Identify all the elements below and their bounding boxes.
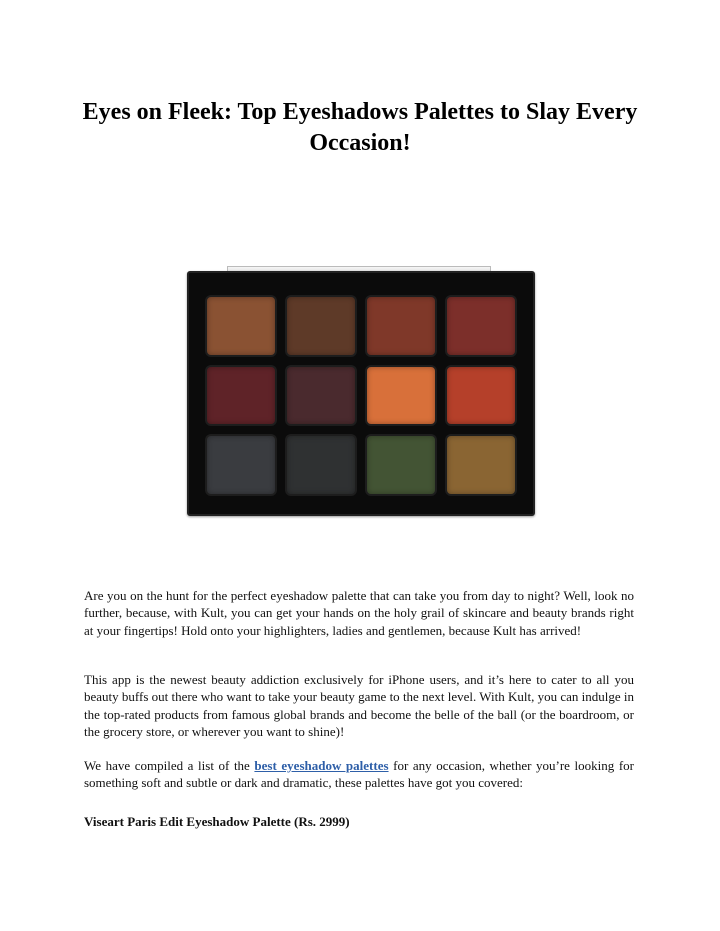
eyeshadow-pan bbox=[205, 295, 277, 357]
app-description-paragraph bbox=[84, 671, 634, 740]
paragraph-text-after-link: for any occasion, whether you’re looking for something soft and subtle or dark and dramatic, these palettes have got you covered: bbox=[84, 758, 635, 791]
paragraph-text: This app is the newest beauty addiction exclusively for iPhone users, and it’s here to cater to all you beauty buffs out there who want to take your beauty game to the next level. With Kult, you can indulge in the top-rated products from famous global brands and become the belle of the ball (or the boardroom, or the grocery store, or wherever you want to shine)! bbox=[84, 672, 634, 739]
eyeshadow-pan bbox=[285, 295, 357, 357]
product-heading: Viseart Paris Edit Eyeshadow Palette (Rs. 2999) bbox=[84, 814, 350, 829]
article-title: Eyes on Fleek: Top Eyeshadows Palettes to Slay Every Occasion! bbox=[82, 99, 638, 156]
eyeshadow-pan bbox=[365, 295, 437, 357]
intro-paragraph bbox=[84, 587, 634, 639]
eyeshadow-pan bbox=[365, 365, 437, 427]
eyeshadow-pan bbox=[205, 365, 277, 427]
palette-case bbox=[187, 271, 535, 516]
eyeshadow-pan bbox=[205, 434, 277, 496]
list-intro-paragraph bbox=[84, 757, 634, 792]
eyeshadow-pan bbox=[445, 295, 517, 357]
paragraph-text-before-link: We have compiled a list of the bbox=[84, 758, 255, 773]
paragraph-text: Are you on the hunt for the perfect eyeshadow palette that can take you from day to night? Well, look no further, because, with Kult, you can get your hands on the holy grail of skincare and beauty brands right at your fingertips! Hold onto your highlighters, ladies and gentlemen, because Kult has arrived! bbox=[84, 588, 634, 638]
best-eyeshadow-palettes-link[interactable]: best eyeshadow palettes bbox=[254, 758, 389, 773]
eyeshadow-pan bbox=[365, 434, 437, 496]
eyeshadow-pan bbox=[445, 365, 517, 427]
paragraph-text bbox=[84, 757, 634, 792]
product-section bbox=[84, 813, 634, 830]
eyeshadow-pan bbox=[285, 434, 357, 496]
palette-pan-grid bbox=[205, 295, 517, 496]
eyeshadow-pan bbox=[285, 365, 357, 427]
eyeshadow-palette-image bbox=[187, 266, 533, 514]
eyeshadow-pan bbox=[445, 434, 517, 496]
